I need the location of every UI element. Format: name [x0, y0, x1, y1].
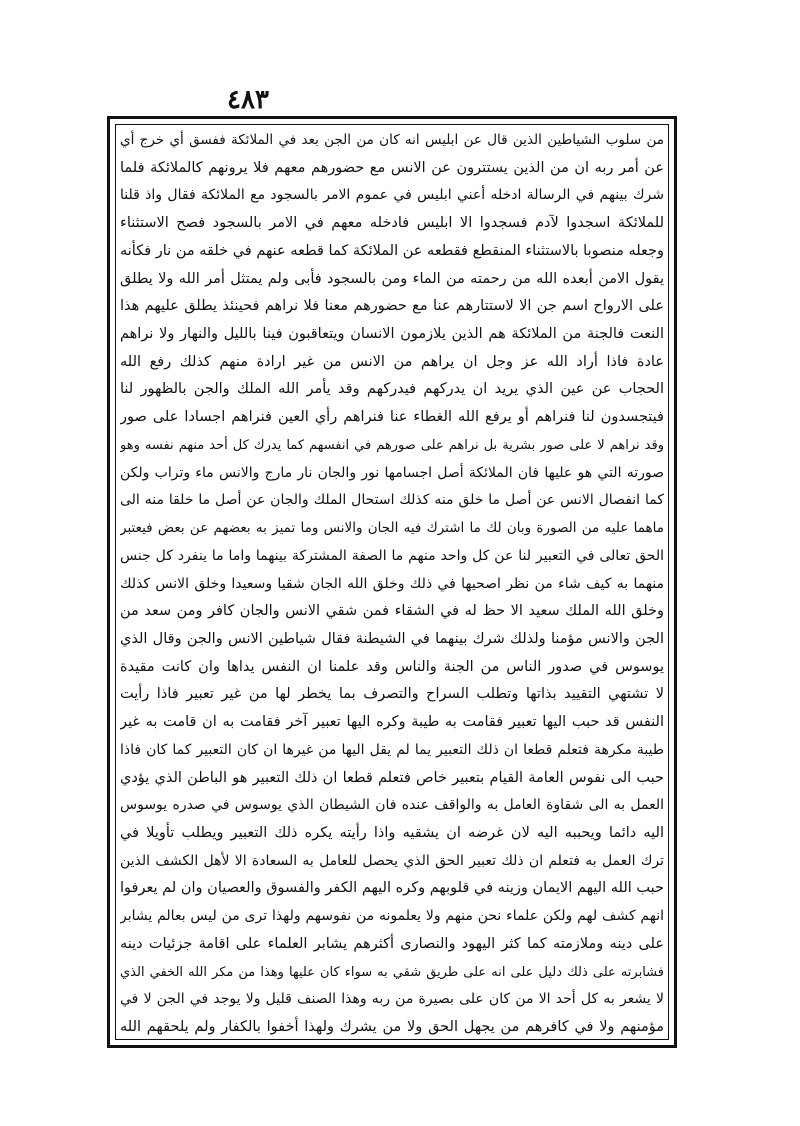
text-line: صورته التي هو عليها فان الملائكة أصل اجسامها نور والجان نار مارج والانس ماء وتراب ولكن — [120, 464, 664, 481]
text-line: وخلق الله الملك سعيد الا حظ له في الشقاء فمن شقي الانس والجان كافر ومن سعد من — [120, 603, 664, 620]
text-line: عادة فاذا أراد الله عز وجل ان يراهم من الانس من غير ارادة منهم كذلك رفع الله — [120, 353, 664, 370]
text-line: على دينه وملازمته كما كثر اليهود والنصارى أكثرهم يشابر العلماء على اقامة جزئيات دينه — [120, 935, 664, 952]
text-line: الحجاب عن عين الذي يريد ان يدركهم فيدركهم وقد يأمر الله الملك والجن بالظهور لنا — [120, 381, 664, 398]
text-line: من سلوب الشياطين الذين قال عن ابليس انه كان من الجن بعد في الملائكة ففسق أي خرج أي — [120, 132, 664, 148]
text-line: حبب الله اليهم الايمان وزينه في قلوبهم وكره اليهم الكفر والفسوق والعصيان وان لم يعرفوا — [120, 880, 664, 897]
text-line: النعت فالجنة من الملائكة هم الذين يلازمون الانسان ويتعاقبون فينا بالليل والنهار ولا نراهم — [120, 326, 664, 343]
text-line: فشابرته على ذلك دليل على انه على طريق شقي به سواء كان عليها وهذا من مكر الله الخفي الذي — [120, 964, 664, 980]
text-line: العمل به الى شقاوة العامل به والواقف عنده فان الشيطان الذي يوسوس في صدره يوسوس — [120, 797, 664, 814]
text-line: فيتجسدون لنا فنراهم أو يرفع الله الغطاء عنا فنراهم رأي العين فنراهم اجسادا على صور — [120, 409, 664, 426]
text-line: انهم كشف لهم ولكن علماء نحن منهم ولا يعلمونه من نفوسهم ولهذا ترى من ليس بعالم يشابر — [120, 908, 664, 925]
text-line: الحق تعالى في التعبير لنا عن كل واحد منهم ما الصفة المشتركة بينهما واما ما ينفرد كل جنس — [120, 547, 664, 564]
text-line: للملائكة اسجدوا لآدم فسجدوا الا ابليس فادخله معهم في الامر بالسجود فصح الاستثناء — [120, 215, 664, 232]
page-number: ٤٨٣ — [227, 85, 269, 115]
text-line: ترك العمل به فتعلم ان ذلك تعبير الحق الذي يحصل للعامل به السعادة الا لأهل الكشف الذين — [120, 852, 664, 869]
text-line: يوسوس في صدور الناس من الجنة والناس وقد علمنا ان النفس يداها وان كانت مقيدة — [120, 658, 664, 675]
text-line: وجعله منصوبا بالاستثناء المنقطع فقطعه عن الملائكة كما قطعه عنهم في خلقه من نار فكأنه — [120, 242, 664, 259]
text-line: الجن والانس مؤمنا ولذلك شرك بينهما في الشيطنة فقال شياطين الانس والجن وقال الذي — [120, 630, 664, 647]
text-line: على الارواح اسم جن الا لاستتارهم عنا مع حضورهم معنا فلا نراهم فحينئذ يطلق عليهم هذا — [120, 298, 664, 315]
text-line: شرك بينهم في الرسالة ادخله أعني ابليس في عموم الامر بالسجود مع الملائكة فقال واذ قلنا — [120, 187, 664, 204]
text-line: لا يشعر به كل أحد الا من كان على بصيرة من ربه وهذا الصنف قليل ولا يوجد في الجن لا في — [120, 991, 664, 1008]
text-line: مؤمنهم ولا في كافرهم من يجهل الحق ولا من يشرك ولهذا أخفوا بالكفار ولم يلحقهم الله — [120, 1019, 664, 1035]
text-line: لا تشتهي التقييد بذاتها وتطلب السراح والتصرف بما يخطر لها من غير تعبير فاذا رأيت — [120, 686, 664, 703]
text-line: حبب الى نفوس العامة القيام بتعبير خاص فتعلم قطعا ان ذلك التعبير هو الباطن الذي يؤدي — [120, 769, 664, 786]
page-frame — [107, 116, 677, 1048]
text-line: وقد نراهم لا على صور بشرية بل نراهم على صورهم في انفسهم كما يدرك كل أحد منهم نفسه وهو — [120, 437, 664, 453]
text-line: ماهما عليه من الصورة وبان لك ما اشترك فيه الجان والانس وما تميز به بعضهم عن بعض فيعتبر — [120, 520, 664, 537]
text-line: منهما به كيف شاء من نظر اصحيها في ذلك وخلق الله الجان شقيا وسعيدا وخلق الانس كذلك — [120, 575, 664, 592]
text-block — [120, 127, 664, 1041]
text-line: النفس قد حبب اليها تعبير فقامت به طيبة وكره اليها تعبير آخر فقامت به ان قامت به غير — [120, 714, 664, 731]
text-line: كما انفصال الانس عن أصل ما خلق منه كذلك استحال الملك والجان عن أصل ما خلقا منه الى — [120, 492, 664, 509]
text-line: اليه دائما ويحببه اليه لان غرضه ان يشقيه واذا رأيته يكره ذلك التعبير ويطلب تأويلا في — [120, 824, 664, 841]
text-line: يقول الامن أبعده الله من رحمته من الماء ومن بالسجود فأبى ولم يمتثل أمر الله ولا يطلق — [120, 270, 664, 287]
text-line: عن أمر ربه ان من الذين يستترون عن الانس مع حضورهم معهم فلا يرونهم كالملائكة فلما — [120, 159, 664, 176]
text-line: طيبة مكرهة فتعلم قطعا ان ذلك التعبير يما لم يقل اليها من غيرها ان كان التعبير كما كان فاذا — [120, 741, 664, 758]
